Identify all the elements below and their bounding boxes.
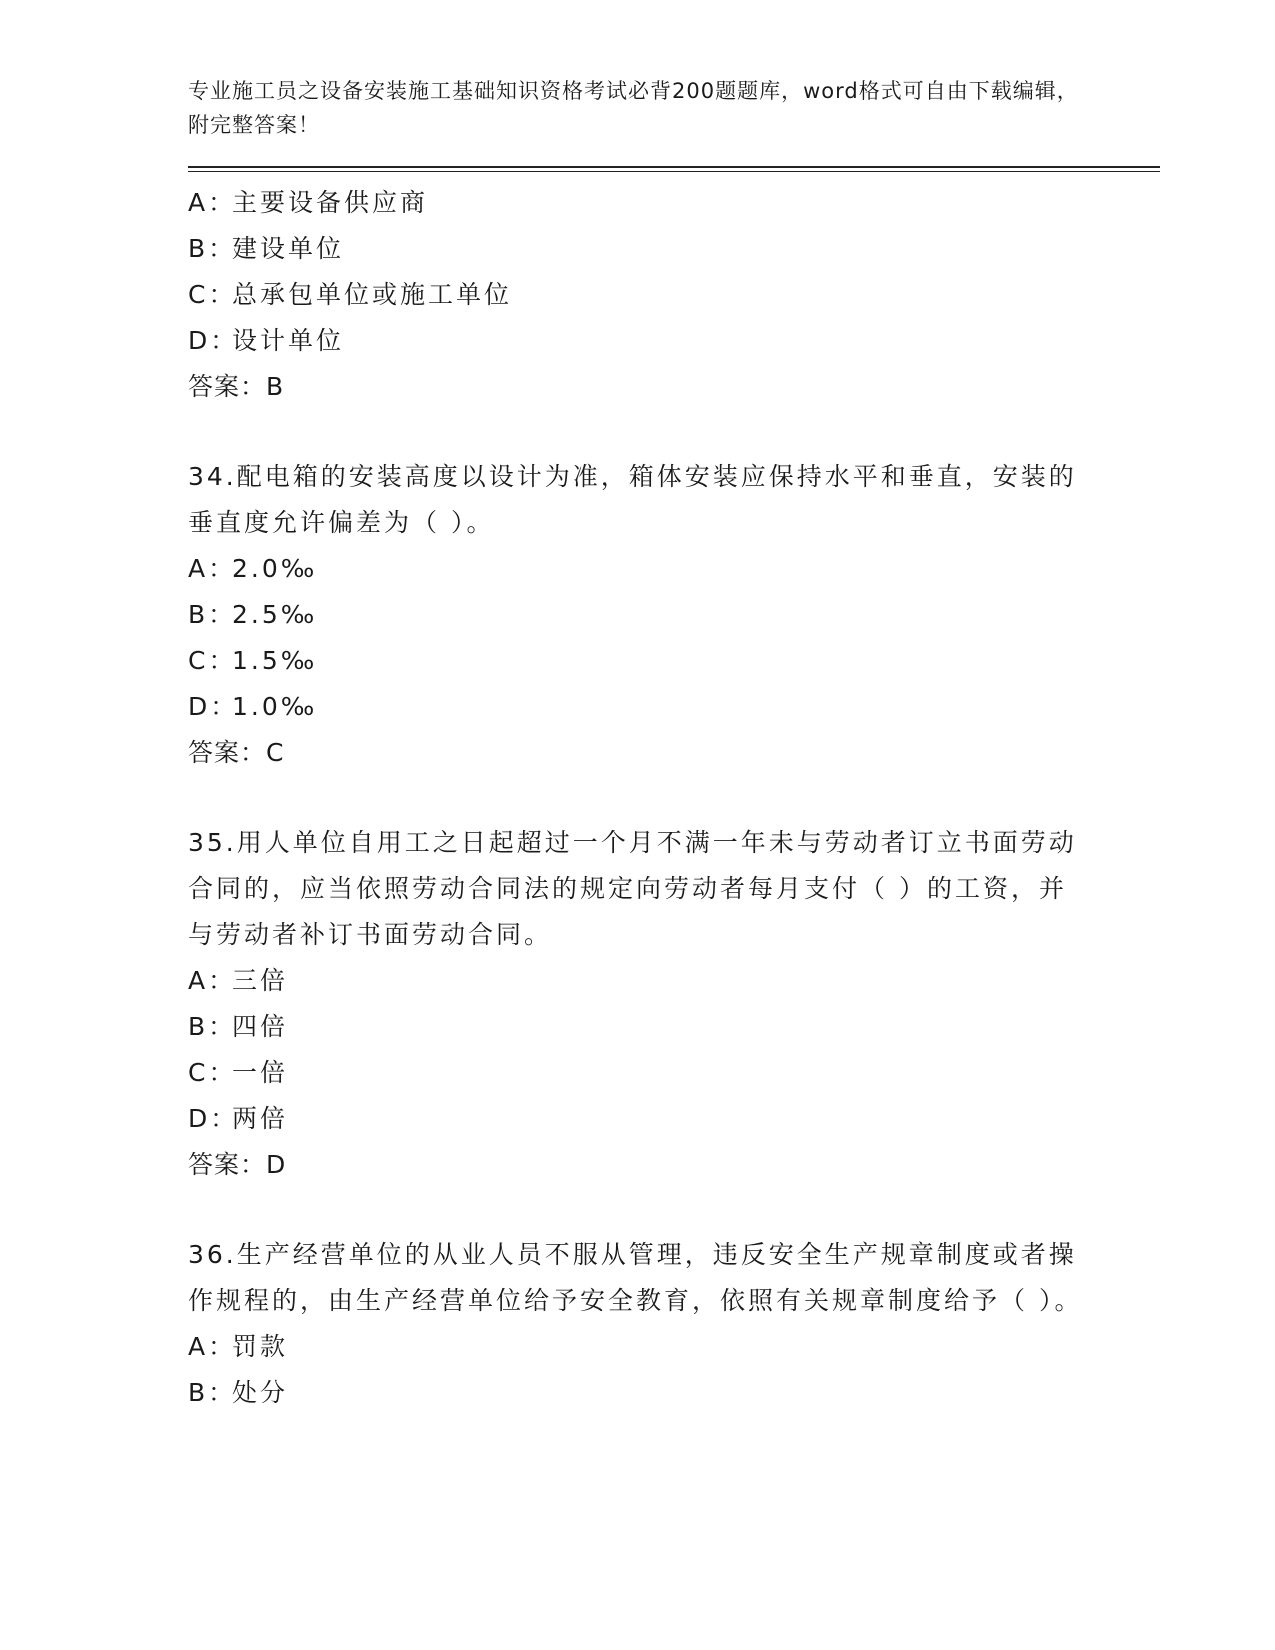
document-header: 专业施工员之设备安装施工基础知识资格考试必背200题题库，word格式可自由下载编辑，附完整答案！ bbox=[188, 79, 1079, 137]
option-b: B：处分 bbox=[188, 1378, 289, 1407]
question-36 bbox=[188, 1232, 1160, 1416]
option-a: A：2.0‰ bbox=[188, 554, 318, 583]
option-b: B：建设单位 bbox=[188, 234, 345, 263]
header-divider bbox=[188, 166, 1160, 172]
question-stem: 35.用人单位自用工之日起超过一个月不满一年未与劳动者订立书面劳动合同的，应当依照劳动合同法的规定向劳动者每月支付（ ）的工资，并与劳动者补订书面劳动合同。 bbox=[188, 828, 1077, 949]
option-d: D：两倍 bbox=[188, 1104, 289, 1133]
option-d: D：设计单位 bbox=[188, 326, 345, 355]
option-b: B：2.5‰ bbox=[188, 600, 318, 629]
answer-text: 答案：B bbox=[188, 372, 285, 401]
question-34 bbox=[188, 454, 1160, 776]
option-c: C：总承包单位或施工单位 bbox=[188, 280, 513, 309]
answer-text: 答案：C bbox=[188, 738, 285, 767]
option-b: B：四倍 bbox=[188, 1012, 289, 1041]
document-page bbox=[188, 74, 1160, 1416]
question-33-tail bbox=[188, 180, 1160, 410]
option-a: A：罚款 bbox=[188, 1332, 289, 1361]
question-35 bbox=[188, 820, 1160, 1188]
option-c: C：1.5‰ bbox=[188, 646, 318, 675]
answer-text: 答案：D bbox=[188, 1150, 287, 1179]
question-stem: 36.生产经营单位的从业人员不服从管理，违反安全生产规章制度或者操作规程的，由生产经营单位给予安全教育，依照有关规章制度给予（ ）。 bbox=[188, 1240, 1083, 1315]
option-a: A：三倍 bbox=[188, 966, 289, 995]
option-d: D：1.0‰ bbox=[188, 692, 318, 721]
question-stem: 34.配电箱的安装高度以设计为准，箱体安装应保持水平和垂直，安装的垂直度允许偏差为（ ）。 bbox=[188, 462, 1077, 537]
option-a: A：主要设备供应商 bbox=[188, 188, 429, 217]
option-c: C：一倍 bbox=[188, 1058, 289, 1087]
